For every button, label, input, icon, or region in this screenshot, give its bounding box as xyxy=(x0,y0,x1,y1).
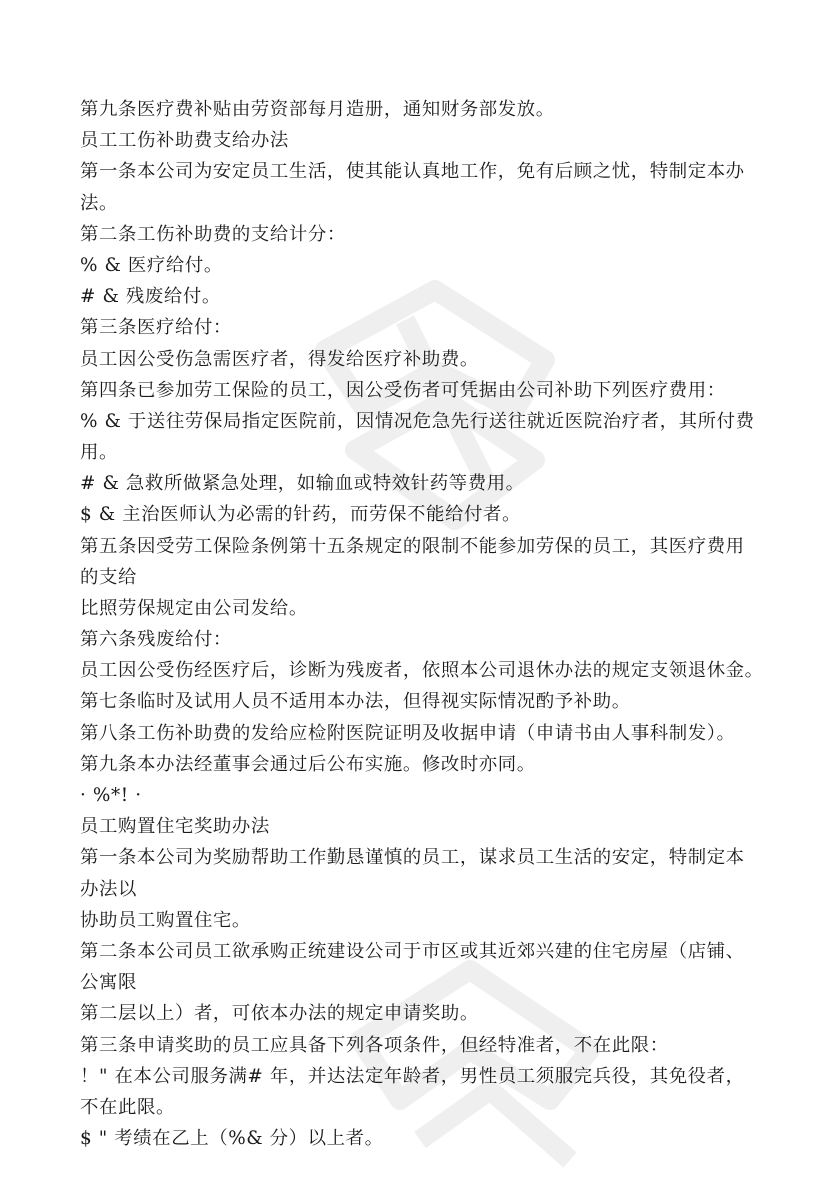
text-line: % & 医疗给付。 xyxy=(80,255,223,276)
section-title: 员工工伤补助费支给办法 xyxy=(80,130,289,151)
text-line: 第一条本公司为安定员工生活，使其能认真地工作，免有后顾之忧，特制定本办 xyxy=(80,161,745,182)
text-line: 第三条申请奖助的员工应具备下列各项条件，但经特准者，不在此限： xyxy=(80,1035,669,1056)
text-line: 用。 xyxy=(80,442,118,463)
text-line: 员工因公受伤急需医疗者，得发给医疗补助费。 xyxy=(80,349,479,370)
text-line: 第二条工伤补助费的支给计分： xyxy=(80,224,346,245)
text-line: # & 残废给付。 xyxy=(80,286,221,307)
text-line: 不在此限。 xyxy=(80,1097,175,1118)
text-line: $ & 主治医师认为必需的针药，而劳保不能给付者。 xyxy=(80,504,521,525)
text-line: 第九条本办法经董事会通过后公布实施。修改时亦同。 xyxy=(80,754,536,775)
text-line: % & 于送往劳保局指定医院前，因情况危急先行送往就近医院治疗者，其所付费 xyxy=(80,411,755,432)
text-line: 办法以 xyxy=(80,879,137,900)
text-line: 比照劳保规定由公司发给。 xyxy=(80,598,308,619)
text-line: $ " 考绩在乙上（%& 分）以上者。 xyxy=(80,1128,384,1149)
text-line: 第二条本公司员工欲承购正统建设公司于市区或其近郊兴建的住宅房屋（店铺、 xyxy=(80,941,745,962)
text-line: 第八条工伤补助费的发给应检附医院证明及收据申请（申请书由人事科制发）。 xyxy=(80,723,736,744)
text-line: 协助员工购置住宅。 xyxy=(80,910,251,931)
text-line: 第五条因受劳工保险条例第十五条规定的限制不能参加劳保的员工，其医疗费用 xyxy=(80,536,745,557)
text-line: 法。 xyxy=(80,193,118,214)
text-line: # & 急救所做紧急处理，如输血或特效针药等费用。 xyxy=(80,473,525,494)
section-title: 员工购置住宅奖助办法 xyxy=(80,816,270,837)
text-line: 第九条医疗费补贴由劳资部每月造册，通知财务部发放。 xyxy=(80,99,555,120)
text-line: ！" 在本公司服务满# 年，并达法定年龄者，男性员工须服完兵役，其免役者， xyxy=(80,1066,745,1087)
text-line: 第三条医疗给付： xyxy=(80,317,232,338)
text-line: 第七条临时及试用人员不适用本办法，但得视实际情况酌予补助。 xyxy=(80,691,631,712)
text-line: 第一条本公司为奖励帮助工作勤恳谨慎的员工，谋求员工生活的安定，特制定本 xyxy=(80,847,745,868)
text-line: 第六条残废给付： xyxy=(80,629,232,650)
text-line: 公寓限 xyxy=(80,972,137,993)
text-line: 员工因公受伤经医疗后，诊断为残废者，依照本公司退休办法的规定支领退休金。 xyxy=(80,660,764,681)
page-marker: · %*! · xyxy=(80,785,142,806)
text-line: 第四条已参加劳工保险的员工，因公受伤者可凭据由公司补助下列医疗费用： xyxy=(80,380,726,401)
text-line: 第二层以上）者，可依本办法的规定申请奖助。 xyxy=(80,1003,479,1024)
text-line: 的支给 xyxy=(80,567,137,588)
